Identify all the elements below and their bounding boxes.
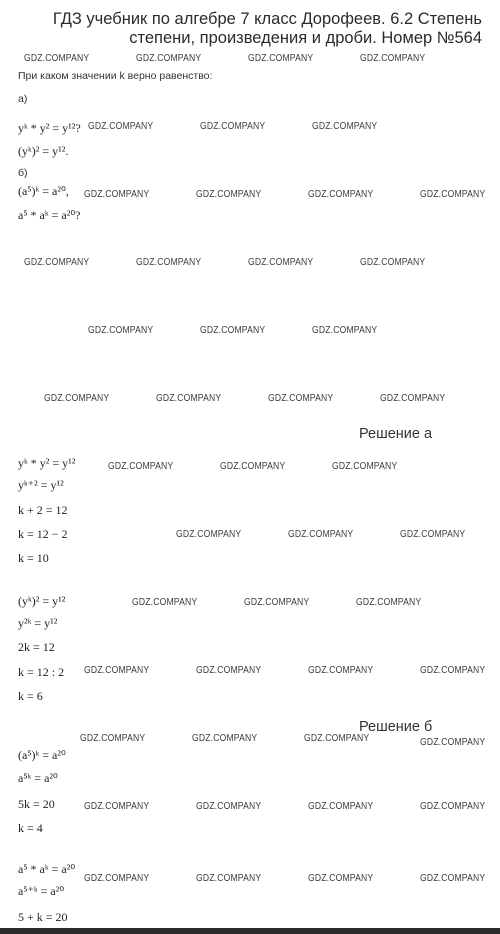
watermark: GDZ.COMPANY xyxy=(244,596,310,608)
watermark: GDZ.COMPANY xyxy=(80,732,146,744)
watermark: GDZ.COMPANY xyxy=(84,872,150,884)
watermark: GDZ.COMPANY xyxy=(420,872,486,884)
watermark: GDZ.COMPANY xyxy=(108,460,174,472)
equation-s3-l4: k = 4 xyxy=(18,821,43,835)
equation-q-b2: a⁵ * aᵏ = a²⁰? xyxy=(18,208,81,222)
watermark: GDZ.COMPANY xyxy=(192,732,258,744)
watermark: GDZ.COMPANY xyxy=(84,664,150,676)
equation-s1-l3: k + 2 = 12 xyxy=(18,503,68,517)
equation-s1-l5: k = 10 xyxy=(18,551,49,565)
solution-b-heading: Решение б xyxy=(359,719,433,735)
watermark: GDZ.COMPANY xyxy=(304,732,370,744)
watermark: GDZ.COMPANY xyxy=(84,188,150,200)
watermark: GDZ.COMPANY xyxy=(360,256,426,268)
equation-s2-l5: k = 6 xyxy=(18,689,43,703)
watermark: GDZ.COMPANY xyxy=(312,120,378,132)
watermark: GDZ.COMPANY xyxy=(136,256,202,268)
equation-s2-l2: y²ᵏ = y¹² xyxy=(18,616,58,630)
watermark: GDZ.COMPANY xyxy=(308,664,374,676)
watermark: GDZ.COMPANY xyxy=(360,52,426,64)
equation-s4-l1: a⁵ * aᵏ = a²⁰ xyxy=(18,862,76,876)
watermark: GDZ.COMPANY xyxy=(420,800,486,812)
watermark: GDZ.COMPANY xyxy=(24,52,90,64)
equation-q-a2: (yᵏ)² = y¹². xyxy=(18,144,69,158)
watermark: GDZ.COMPANY xyxy=(88,120,154,132)
watermark: GDZ.COMPANY xyxy=(176,528,242,540)
equation-s1-l2: yᵏ⁺² = y¹² xyxy=(18,478,64,492)
watermark: GDZ.COMPANY xyxy=(84,800,150,812)
watermark: GDZ.COMPANY xyxy=(196,664,262,676)
equation-s1-l4: k = 12 − 2 xyxy=(18,527,68,541)
watermark: GDZ.COMPANY xyxy=(200,324,266,336)
watermark: GDZ.COMPANY xyxy=(312,324,378,336)
part-a-label: а) xyxy=(18,93,28,105)
solution-a-heading: Решение а xyxy=(359,426,433,442)
watermark: GDZ.COMPANY xyxy=(88,324,154,336)
equation-s2-l4: k = 12 : 2 xyxy=(18,665,65,679)
question-text: При каком значении k верно равенство: xyxy=(18,70,213,82)
watermark: GDZ.COMPANY xyxy=(356,596,422,608)
watermark: GDZ.COMPANY xyxy=(308,800,374,812)
equation-s3-l1: (a⁵)ᵏ = a²⁰ xyxy=(18,748,66,762)
equation-s2-l3: 2k = 12 xyxy=(18,640,55,654)
equation-s4-l2: a⁵⁺ᵏ = a²⁰ xyxy=(18,884,65,898)
watermark: GDZ.COMPANY xyxy=(332,460,398,472)
equation-s4-l3: 5 + k = 20 xyxy=(18,910,68,924)
watermark: GDZ.COMPANY xyxy=(380,392,446,404)
watermark: GDZ.COMPANY xyxy=(220,460,286,472)
watermark: GDZ.COMPANY xyxy=(400,528,466,540)
equation-q-a1: yᵏ * y² = y¹²? xyxy=(18,121,81,135)
equation-s1-l1: yᵏ * y² = y¹² xyxy=(18,456,76,470)
watermark: GDZ.COMPANY xyxy=(420,188,486,200)
watermark: GDZ.COMPANY xyxy=(44,392,110,404)
equation-s3-l3: 5k = 20 xyxy=(18,797,55,811)
equation-s3-l2: a⁵ᵏ = a²⁰ xyxy=(18,771,58,785)
watermark: GDZ.COMPANY xyxy=(132,596,198,608)
watermark: GDZ.COMPANY xyxy=(136,52,202,64)
watermark: GDZ.COMPANY xyxy=(196,800,262,812)
watermark: GDZ.COMPANY xyxy=(248,256,314,268)
watermark: GDZ.COMPANY xyxy=(308,188,374,200)
watermark: GDZ.COMPANY xyxy=(288,528,354,540)
watermark: GDZ.COMPANY xyxy=(420,664,486,676)
watermark: GDZ.COMPANY xyxy=(156,392,222,404)
bottom-bar xyxy=(0,928,500,934)
page-title: ГДЗ учебник по алгебре 7 класс Дорофеев. 6.2 Степень степени, произведения и дроби. Номер №564 xyxy=(52,10,482,47)
watermark: GDZ.COMPANY xyxy=(24,256,90,268)
watermark: GDZ.COMPANY xyxy=(196,872,262,884)
watermark: GDZ.COMPANY xyxy=(196,188,262,200)
part-b-label: б) xyxy=(18,167,28,179)
watermark: GDZ.COMPANY xyxy=(308,872,374,884)
equation-q-b1: (a⁵)ᵏ = a²⁰, xyxy=(18,184,69,198)
watermark: GDZ.COMPANY xyxy=(200,120,266,132)
watermark: GDZ.COMPANY xyxy=(248,52,314,64)
equation-s2-l1: (yᵏ)² = y¹² xyxy=(18,594,66,608)
watermark: GDZ.COMPANY xyxy=(268,392,334,404)
watermark: GDZ.COMPANY xyxy=(420,736,486,748)
